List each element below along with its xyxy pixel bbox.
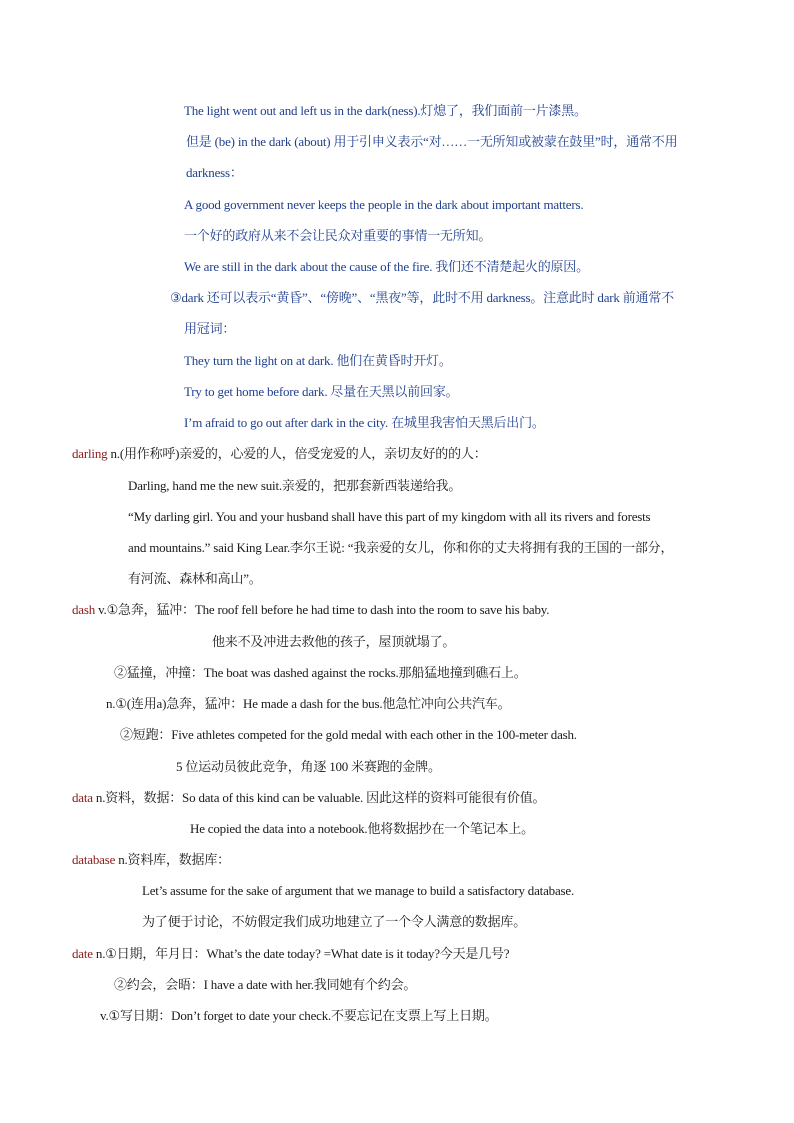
- text-line: The light went out and left us in the dark(ness).灯熄了，我们面前一片漆黑。: [184, 103, 587, 118]
- text-line: He copied the data into a notebook.他将数据抄在一个笔记本上。: [190, 821, 534, 836]
- text-line: Darling, hand me the new suit.亲爱的，把那套新西装递给我。: [128, 478, 462, 493]
- entry-date: [72, 945, 509, 963]
- entry-darling: [72, 445, 487, 463]
- headword: database: [72, 852, 116, 867]
- text-line: 5 位运动员彼此竞争，角逐 100 米赛跑的金牌。: [176, 759, 441, 774]
- text-line: ②猛撞，冲撞：The boat was dashed against the rocks.那船猛地撞到礁石上。: [114, 665, 527, 680]
- text-line: They turn the light on at dark. 他们在黄昏时开灯。: [184, 353, 452, 368]
- definition: n.资料库，数据库：: [115, 852, 230, 867]
- definition: n.(用作称呼)亲爱的，心爱的人，倍受宠爱的人，亲切友好的的人：: [107, 446, 487, 461]
- text-line: 用冠词：: [184, 321, 236, 336]
- text-line: Try to get home before dark. 尽量在天黑以前回家。: [184, 384, 459, 399]
- headword: dash: [72, 602, 96, 617]
- text-line: Let’s assume for the sake of argument that we manage to build a satisfactory database.: [142, 883, 574, 898]
- text-line: 一个好的政府从来不会让民众对重要的事情一无所知。: [184, 228, 492, 243]
- text-line: ③dark 还可以表示“黄昏”、“傍晚”、“黑夜”等，此时不用 darkness。注意此时 dark 前通常不: [170, 290, 674, 305]
- text-line: 但是 (be) in the dark (about) 用于引申义表示“对……一无所知或被蒙在鼓里”时，通常不用: [186, 134, 678, 149]
- definition: n.①日期，年月日：What’s the date today? =What date is it today?今天是几号?: [92, 946, 510, 961]
- entry-database: [72, 851, 230, 869]
- text-line: We are still in the dark about the cause of the fire. 我们还不清楚起火的原因。: [184, 259, 589, 274]
- text-line: “My darling girl. You and your husband shall have this part of my kingdom with all its rivers and forests: [128, 509, 651, 524]
- entry-dash: [72, 601, 549, 619]
- definition: n.资料，数据：So data of this kind can be valuable. 因此这样的资料可能很有价值。: [92, 790, 546, 805]
- text-line: ②约会，会晤：I have a date with her.我同她有个约会。: [114, 977, 417, 992]
- text-line: 为了便于讨论，不妨假定我们成功地建立了一个令人满意的数据库。: [142, 914, 527, 929]
- text-line: A good government never keeps the people in the dark about important matters.: [184, 197, 584, 212]
- entry-data: [72, 789, 545, 807]
- headword: data: [72, 790, 93, 805]
- text-line: and mountains.” said King Lear.李尔王说: “我亲爱的女儿，你和你的丈夫将拥有我的王国的一部分，: [128, 540, 674, 555]
- text-line: ②短跑：Five athletes competed for the gold medal with each other in the 100-meter dash.: [120, 727, 577, 742]
- text-line: n.①(连用a)急奔，猛冲：He made a dash for the bus.他急忙冲向公共汽车。: [106, 696, 511, 711]
- text-line: darkness：: [186, 165, 243, 180]
- text-line: v.①写日期：Don’t forget to date your check.不要忘记在支票上写上日期。: [100, 1008, 498, 1023]
- text-line: 他来不及冲进去救他的孩子，屋顶就塌了。: [212, 634, 456, 649]
- definition: v.①急奔，猛冲：The roof fell before he had time to dash into the room to save his baby.: [95, 602, 550, 617]
- headword: date: [72, 946, 93, 961]
- headword: darling: [72, 446, 108, 461]
- text-line: I’m afraid to go out after dark in the city. 在城里我害怕天黑后出门。: [184, 415, 545, 430]
- text-line: 有河流、森林和高山”。: [128, 571, 262, 586]
